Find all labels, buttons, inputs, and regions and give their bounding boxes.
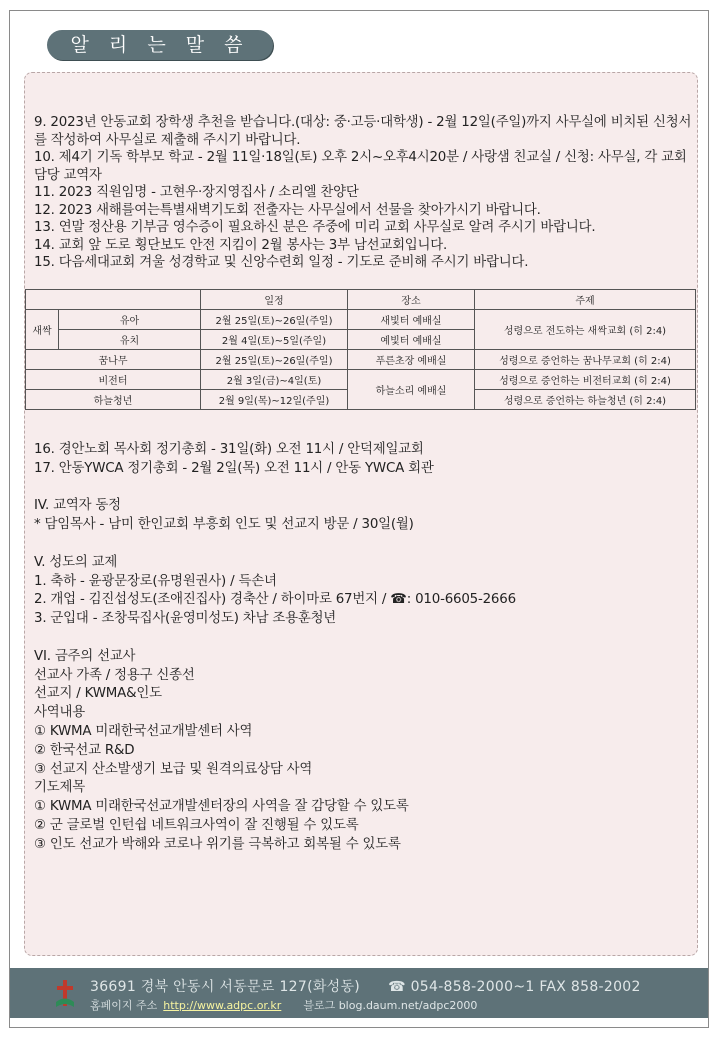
dept-date: 2월 25일(토)~26일(주일) <box>201 310 348 330</box>
dept-date: 2월 9일(목)~12일(주일) <box>201 390 348 410</box>
missionary-line: ② 한국선교 R&D <box>34 742 135 758</box>
dept-name: 유치 <box>59 330 201 350</box>
dept-theme: 성령으로 증언하는 하늘청년 (히 2:4) <box>475 390 696 410</box>
table-header-row <box>26 290 696 310</box>
dept-date: 2월 25일(토)~26일(주일) <box>201 350 348 370</box>
fellowship-item: 1. 축하 - 윤광문장로(유명원권사) / 득손녀 <box>34 573 277 589</box>
table-header-place: 장소 <box>348 290 475 310</box>
notice-item-17: 17. 안동YWCA 정기총회 - 2월 2일(목) 오전 11시 / 안동 YWCA 회관 <box>34 460 434 476</box>
blog-address: 블로그 blog.daum.net/adpc2000 <box>303 999 478 1012</box>
table-header-theme: 주제 <box>475 290 696 310</box>
homepage-label: 홈페이지 주소 <box>90 999 158 1012</box>
table-header-date: 일정 <box>201 290 348 310</box>
missionary-line: ② 군 글로벌 인턴쉽 네트워크사역이 잘 진행될 수 있도록 <box>34 817 359 833</box>
notice-item-11: 11. 2023 직원임명 - 고현우·장지영집사 / 소리엘 찬양단 <box>34 185 359 200</box>
notice-item-10: 10. 제4기 기독 학부모 학교 - 2월 11일·18일(토) 오후 2시~오후4시20분 / 사랑샘 친교실 / 신청: 사무실, 각 교회담당 교역자 <box>34 150 687 183</box>
footer-contact <box>90 976 641 996</box>
missionary-line: ③ 인도 선교가 박해와 코로나 위기를 극복하고 회복될 수 있도록 <box>34 836 401 852</box>
table-row <box>26 370 696 390</box>
missionary-line: ① KWMA 미래한국선교개발센터장의 사역을 잘 감당할 수 있도록 <box>34 799 409 815</box>
fellowship-item: 2. 개업 - 김진섭성도(조애진집사) 경축산 / 하이마로 67번지 / ☎: 010-6605-2666 <box>34 592 516 608</box>
dept-name: 꿈나무 <box>26 350 201 370</box>
missionary-line: ① KWMA 미래한국선교개발센터 사역 <box>34 723 253 739</box>
section-heading-ministers: IV. 교역자 동정 <box>34 498 121 514</box>
dept-place: 예빛터 예배실 <box>348 330 475 350</box>
notice-item-9: 9. 2023년 안동교회 장학생 추천을 받습니다.(대상: 중·고등·대학생) - 2월 12일(주일)까지 사무실에 비치된 신청서를 작성하여 사무실로 제출해 주시기 바랍니다. <box>34 115 692 148</box>
dept-date: 2월 3일(금)~4일(토) <box>201 370 348 390</box>
dept-name: 하늘청년 <box>26 390 201 410</box>
missionary-line: 기도제목 <box>34 780 85 796</box>
footer-phone: ☎ 054-858-2000~1 FAX 858-2002 <box>388 979 641 995</box>
fellowship-item: 3. 군입대 - 조창묵집사(윤영미성도) 차남 조용훈청년 <box>34 611 337 627</box>
dept-theme: 성령으로 증언하는 꿈나무교회 (히 2:4) <box>475 350 696 370</box>
section-heading-missionary: VI. 금주의 선교사 <box>34 648 136 664</box>
section-heading-fellowship: V. 성도의 교제 <box>34 554 118 570</box>
retreat-schedule-table <box>25 289 696 410</box>
dept-name: 유아 <box>59 310 201 330</box>
table-row <box>26 350 696 370</box>
footer <box>10 968 708 1018</box>
notice-item-16: 16. 경안노회 목사회 정기총회 - 31일(화) 오전 11시 / 안덕제일교회 <box>34 442 424 457</box>
dept-theme: 성령으로 증언하는 비전터교회 (히 2:4) <box>475 370 696 390</box>
dept-date: 2월 4일(토)~5일(주일) <box>201 330 348 350</box>
page-title: 알 리 는 말 씀 <box>47 30 273 60</box>
notice-item-14: 14. 교회 앞 도로 횡단보도 안전 지킴이 2월 봉사는 3부 남선교회입니다. <box>34 237 448 253</box>
dept-name: 비전터 <box>26 370 201 390</box>
missionary-line: ③ 선교지 산소발생기 보급 및 원격의료상담 사역 <box>34 761 313 777</box>
dept-place: 푸른초장 예배실 <box>348 350 475 370</box>
table-row <box>26 310 696 330</box>
notice-item-13: 13. 연말 정산용 기부금 영수증이 필요하신 분은 주중에 미리 교회 사무실로 알려 주시기 바랍니다. <box>34 220 596 235</box>
notice-item-12: 12. 2023 새해를여는특별새벽기도회 전출자는 사무실에서 선물을 찾아가시기 바랍니다. <box>34 202 541 218</box>
dept-theme: 성령으로 전도하는 새싹교회 (히 2:4) <box>475 310 696 350</box>
notice-item-15: 15. 다음세대교회 겨울 성경학교 및 신앙수련회 일정 - 기도로 준비해 주시기 바랍니다. <box>34 255 529 270</box>
missionary-line: 사역내용 <box>34 705 85 721</box>
table-header-blank <box>26 290 201 310</box>
homepage-link[interactable]: http://www.adpc.or.kr <box>163 999 282 1012</box>
lower-notices <box>34 441 694 855</box>
church-cross-logo-icon <box>54 978 76 1010</box>
dept-place: 새빛터 예배실 <box>348 310 475 330</box>
footer-address: 36691 경북 안동시 서동문로 127(화성동) <box>90 979 361 995</box>
missionary-line: 선교사 가족 / 정용구 신종선 <box>34 667 195 683</box>
dept-place: 하늘소리 예배실 <box>348 370 475 410</box>
group-label-saessak: 새싹 <box>26 310 59 350</box>
footer-links <box>90 997 477 1013</box>
notice-list <box>34 114 694 272</box>
minister-news-item: * 담임목사 - 남미 한인교회 부흥회 인도 및 선교지 방문 / 30일(월) <box>34 517 414 533</box>
missionary-line: 선교지 / KWMA&인도 <box>34 686 162 702</box>
